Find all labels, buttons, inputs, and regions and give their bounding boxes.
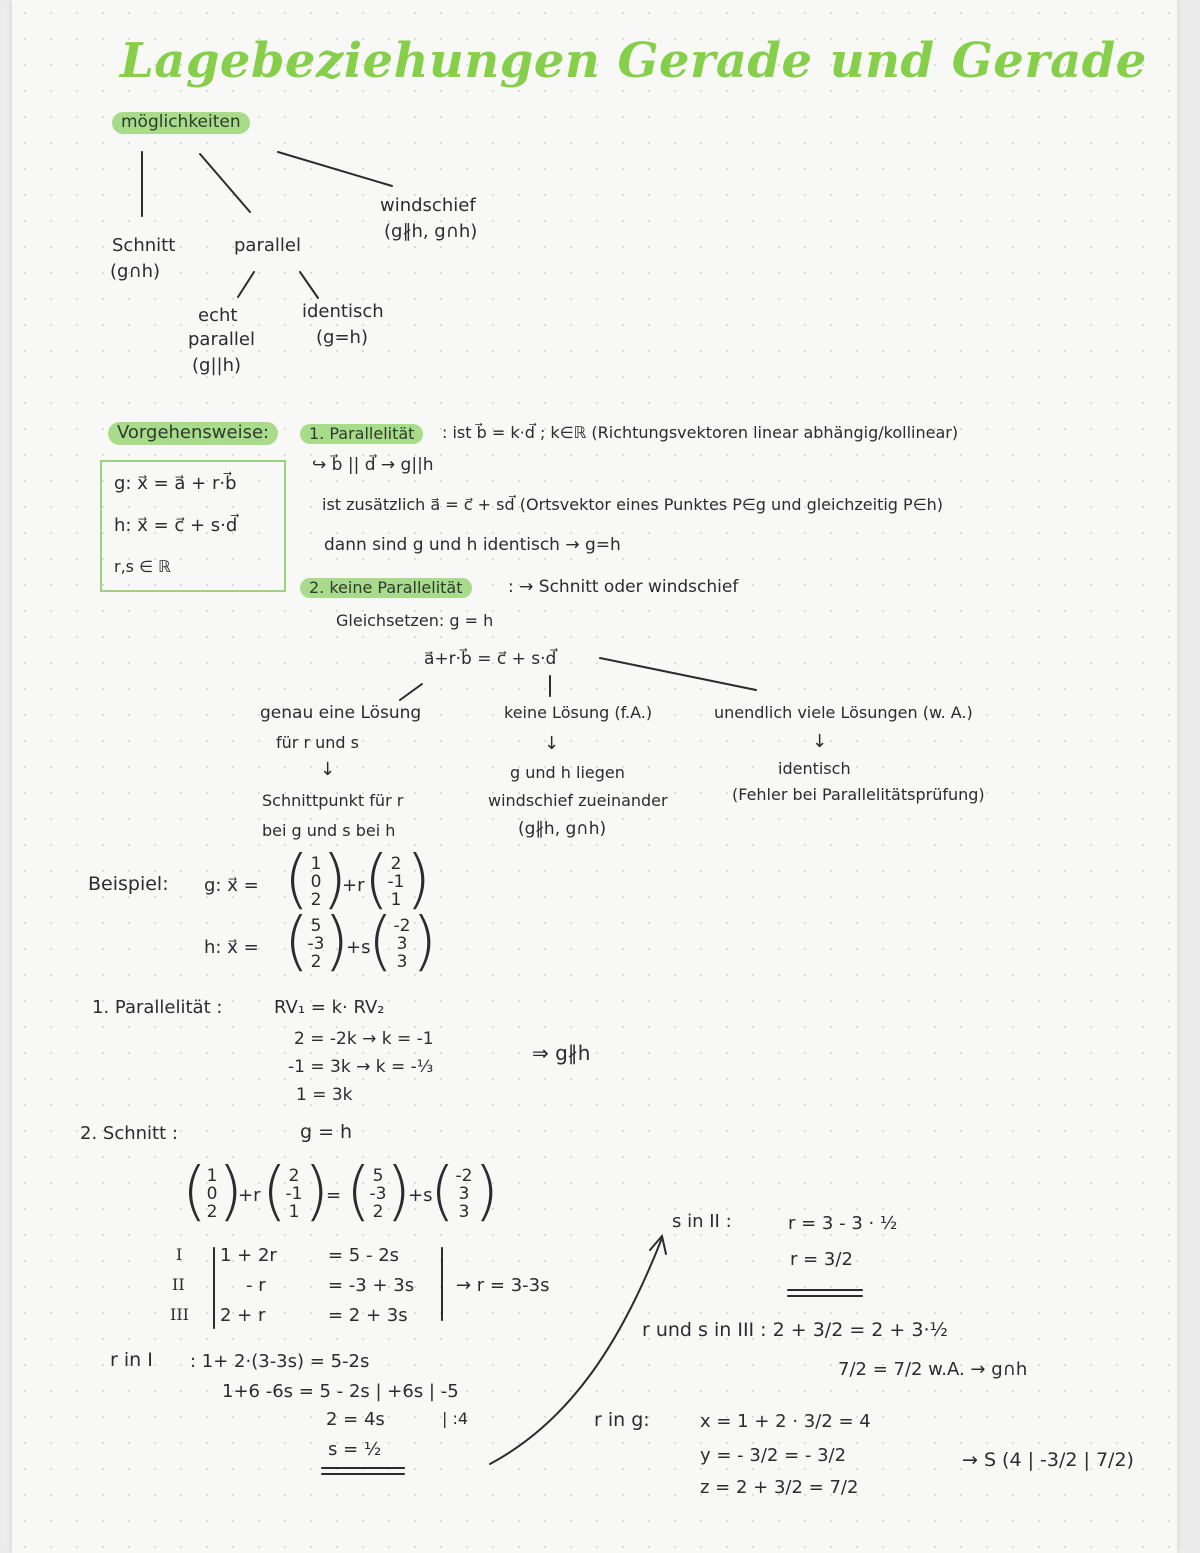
case1-result-b: bei g und s bei h [262, 821, 396, 840]
s-in-2-a: r = 3 - 3 · ½ [788, 1213, 898, 1234]
tree-line-parallel [200, 154, 250, 212]
case1-arrow: ↓ [320, 759, 336, 780]
schnitt-plus-s: +s [408, 1185, 433, 1206]
row-left-2: - r [246, 1275, 266, 1296]
parallel-row-3: 1 = 3k [296, 1085, 353, 1105]
s-in-2-b: r = 3/2 [790, 1249, 853, 1270]
case2-title: keine Lösung (f.A.) [504, 703, 653, 722]
case3-title: unendlich viele Lösungen (w. A.) [714, 703, 973, 722]
coord-z: z = 2 + 3/2 = 7/2 [700, 1477, 859, 1498]
notebook-page [12, 0, 1177, 1553]
paren-open: ( [346, 1155, 371, 1229]
tree-echt-sym: (g||h) [192, 355, 242, 376]
vector-g-stuetz: 1 0 2 [310, 854, 322, 910]
tree-identisch: identisch [302, 301, 384, 322]
step1-text: : ist b⃗ = k·d⃗ ; k∈ℝ (Richtungsvektoren linear abhängig/kollinear) [442, 423, 959, 442]
tree-root: möglichkeiten [112, 112, 250, 134]
r-in-1-b: 1+6 -6s = 5 - 2s | +6s | -5 [222, 1381, 459, 1402]
general-equation: a⃗+r·b⃗ = c⃗ + s·d⃗ [424, 649, 557, 669]
step2-text: : → Schnitt oder windschief [508, 577, 739, 597]
gleichsetzen: Gleichsetzen: g = h [336, 611, 494, 630]
arrow-head [650, 1236, 666, 1254]
schnitt-vec-3: 5 -3 2 [369, 1166, 387, 1222]
tree-identisch-sym: (g=h) [316, 327, 368, 348]
row-num-2: II [172, 1275, 185, 1294]
paren-close: ) [218, 1155, 243, 1229]
tree-parallel: parallel [234, 235, 301, 256]
tree-windschief: windschief [380, 195, 476, 216]
box-rs: r,s ∈ ℝ [114, 557, 171, 576]
case-line-3 [600, 658, 756, 690]
case2-arrow: ↓ [544, 733, 560, 754]
paren-close: ) [304, 1155, 329, 1229]
paren-close: ) [406, 843, 431, 917]
tree-line-echt [238, 272, 254, 297]
coord-x: x = 1 + 2 · 3/2 = 4 [700, 1411, 871, 1432]
case2-result-c: (g∦h, g∩h) [518, 819, 607, 839]
paren-close: ) [386, 1155, 411, 1229]
tree-echt-parallel: parallel [188, 329, 255, 350]
rs-in-3: r und s in III : 2 + 3/2 = 2 + 3·½ [642, 1319, 948, 1341]
beispiel-g-label: g: x⃗ = [204, 875, 259, 896]
box-h: h: x⃗ = c⃗ + s·d⃗ [114, 515, 238, 536]
row-right-2: = -3 + 3s [328, 1275, 415, 1296]
paren-open: ( [182, 1155, 207, 1229]
paren-close: ) [474, 1155, 499, 1229]
case2-result-a: g und h liegen [510, 763, 625, 782]
step1-arrow: ↪ b⃗ || d⃗ → g||h [312, 455, 434, 475]
r-in-1-a: : 1+ 2·(3-3s) = 5-2s [190, 1351, 370, 1372]
schnitt-label: 2. Schnitt : [80, 1123, 178, 1144]
step2-label: 2. keine Parallelität [300, 578, 472, 598]
plus-r: +r [342, 875, 365, 896]
r-in-1-c: 2 = 4s [326, 1409, 385, 1430]
plus-s: +s [346, 937, 371, 958]
row-right-1: = 5 - 2s [328, 1245, 400, 1266]
tree-schnitt: Schnitt [112, 235, 176, 256]
dann-text: dann sind g und h identisch → g=h [324, 535, 621, 555]
case1-title: genau eine Lösung [260, 703, 422, 723]
paren-close: ) [412, 905, 437, 979]
tree-echt: echt [198, 305, 238, 326]
step1-label: 1. Parallelität [300, 424, 423, 444]
r-in-1-label: r in I [110, 1349, 153, 1371]
vector-h-stuetz: 5 -3 2 [307, 916, 325, 972]
case-line-1 [400, 684, 422, 700]
beispiel-label: Beispiel: [88, 873, 169, 895]
case1-result-a: Schnittpunkt für r [262, 791, 404, 810]
r-in-g-label: r in g: [594, 1409, 650, 1431]
paren-open: ( [262, 1155, 287, 1229]
tree-line-identisch [300, 272, 318, 298]
row-right-3: = 2 + 3s [328, 1305, 408, 1326]
case3-arrow: ↓ [812, 731, 828, 752]
tree-line-windschief [278, 152, 392, 186]
zusatz-text: ist zusätzlich a⃗ = c⃗ + sd⃗ (Ortsvektor eines Punktes P∈g und gleichzeitig P∈h) [322, 495, 944, 514]
parallel-row-1: 2 = -2k → k = -1 [294, 1029, 434, 1049]
paren-open: ( [364, 843, 389, 917]
beispiel-h-label: h: x⃗ = [204, 937, 259, 958]
vector-h-richt: -2 3 3 [393, 916, 411, 972]
paren-open: ( [430, 1155, 455, 1229]
row-left-1: 1 + 2r [220, 1245, 277, 1266]
coord-y: y = - 3/2 = - 3/2 [700, 1445, 847, 1466]
case3-result-a: identisch [778, 759, 851, 778]
rs-in-3-result: 7/2 = 7/2 w.A. → g∩h [838, 1359, 1028, 1380]
parallel-row-2: -1 = 3k → k = -⅓ [288, 1057, 434, 1077]
parallel-check-eq: RV₁ = k· RV₂ [274, 997, 385, 1018]
intersection-point: → S (4 | -3/2 | 7/2) [962, 1449, 1134, 1471]
paren-close: ) [324, 905, 349, 979]
paren-close: ) [322, 843, 347, 917]
tree-schnitt-sym: (g∩h) [110, 261, 161, 282]
paren-open: ( [284, 905, 309, 979]
row-num-3: III [170, 1305, 189, 1324]
row-num-1: I [176, 1245, 183, 1264]
paren-open: ( [284, 843, 309, 917]
page-title: Lagebeziehungen Gerade und Gerade [120, 33, 1147, 89]
s-result: s = ½ [328, 1439, 382, 1460]
parallel-check-label: 1. Parallelität : [92, 997, 223, 1018]
vector-g-richt: 2 -1 1 [387, 854, 405, 910]
case2-result-b: windschief zueinander [488, 791, 668, 810]
schnitt-vec-1: 1 0 2 [206, 1166, 218, 1222]
r-in-1-c-op: | :4 [442, 1409, 469, 1428]
row-left-3: 2 + r [220, 1305, 266, 1326]
vorgehen-label: Vorgehensweise: [108, 422, 278, 445]
case1-sub: für r und s [276, 733, 359, 752]
schnitt-vec-4: -2 3 3 [455, 1166, 473, 1222]
tree-windschief-sym: (g∦h, g∩h) [384, 221, 478, 242]
r-expression: → r = 3-3s [456, 1275, 550, 1296]
schnitt-gh: g = h [300, 1121, 353, 1143]
paren-open: ( [368, 905, 393, 979]
schnitt-vec-2: 2 -1 1 [285, 1166, 303, 1222]
schnitt-eq-sign: = [326, 1185, 342, 1206]
s-in-2-label: s in II : [672, 1211, 732, 1232]
box-g: g: x⃗ = a⃗ + r·b⃗ [114, 473, 237, 494]
schnitt-plus-r: +r [238, 1185, 261, 1206]
case3-result-b: (Fehler bei Parallelitätsprüfung) [732, 785, 985, 804]
parallel-result: ⇒ g∦h [532, 1041, 591, 1065]
